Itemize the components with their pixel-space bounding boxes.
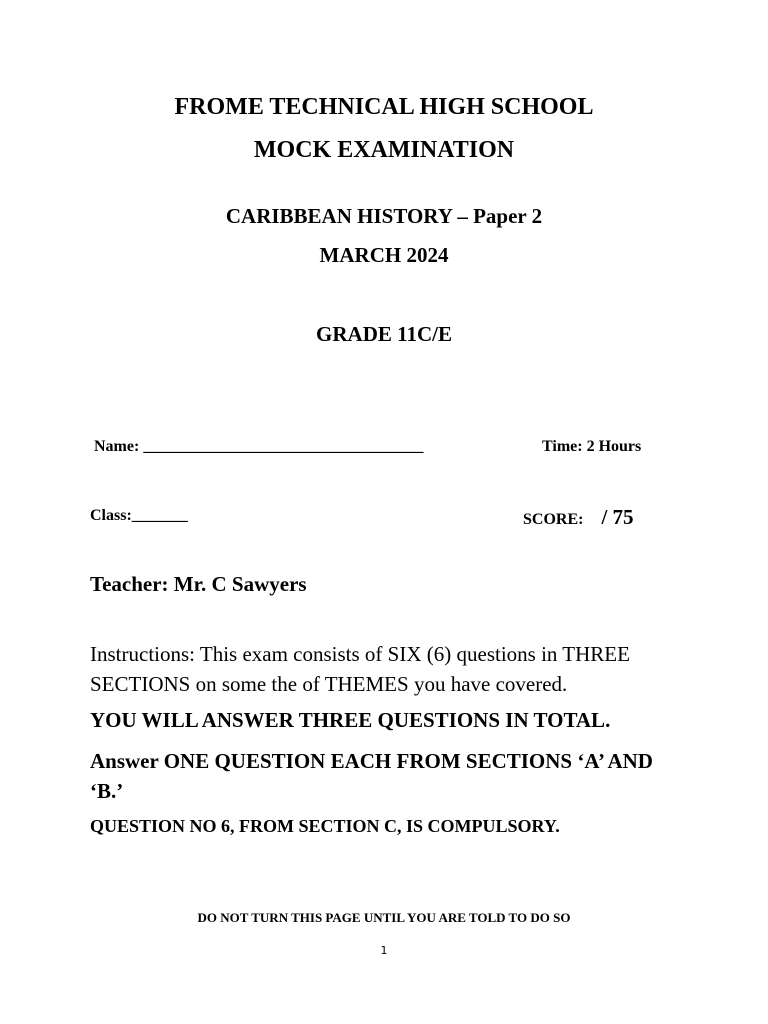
exam-title: MOCK EXAMINATION bbox=[253, 137, 515, 163]
rule-compulsory: QUESTION NO 6, FROM SECTION C, IS COMPULSORY. bbox=[90, 816, 560, 836]
teacher-name: Teacher: Mr. C Sawyers bbox=[90, 572, 307, 596]
score-value: / 75 bbox=[601, 505, 634, 529]
score-label: SCORE: bbox=[523, 511, 584, 528]
name-field: Name: ___________________________________ bbox=[94, 438, 424, 455]
time-label: Time: 2 Hours bbox=[542, 438, 642, 455]
page-number: 1 bbox=[380, 944, 388, 957]
instructions-text: Instructions: This exam consists of SIX (6) questions in THREE SECTIONS on some the of THEMES you have covered. bbox=[90, 642, 630, 696]
class-field: Class:_______ bbox=[90, 507, 188, 524]
rule-sections: Answer ONE QUESTION EACH FROM SECTIONS ‘A’ AND ‘B.’ bbox=[90, 749, 653, 803]
score-field bbox=[523, 505, 634, 530]
exam-date: MARCH 2024 bbox=[319, 243, 449, 267]
rule-total-questions: YOU WILL ANSWER THREE QUESTIONS IN TOTAL. bbox=[90, 708, 611, 732]
footer-notice: DO NOT TURN THIS PAGE UNTIL YOU ARE TOLD TO DO SO bbox=[197, 910, 571, 925]
grade-label: GRADE 11C/E bbox=[316, 322, 452, 346]
subject-title: CARIBBEAN HISTORY – Paper 2 bbox=[225, 204, 543, 228]
school-name: FROME TECHNICAL HIGH SCHOOL bbox=[174, 94, 594, 120]
